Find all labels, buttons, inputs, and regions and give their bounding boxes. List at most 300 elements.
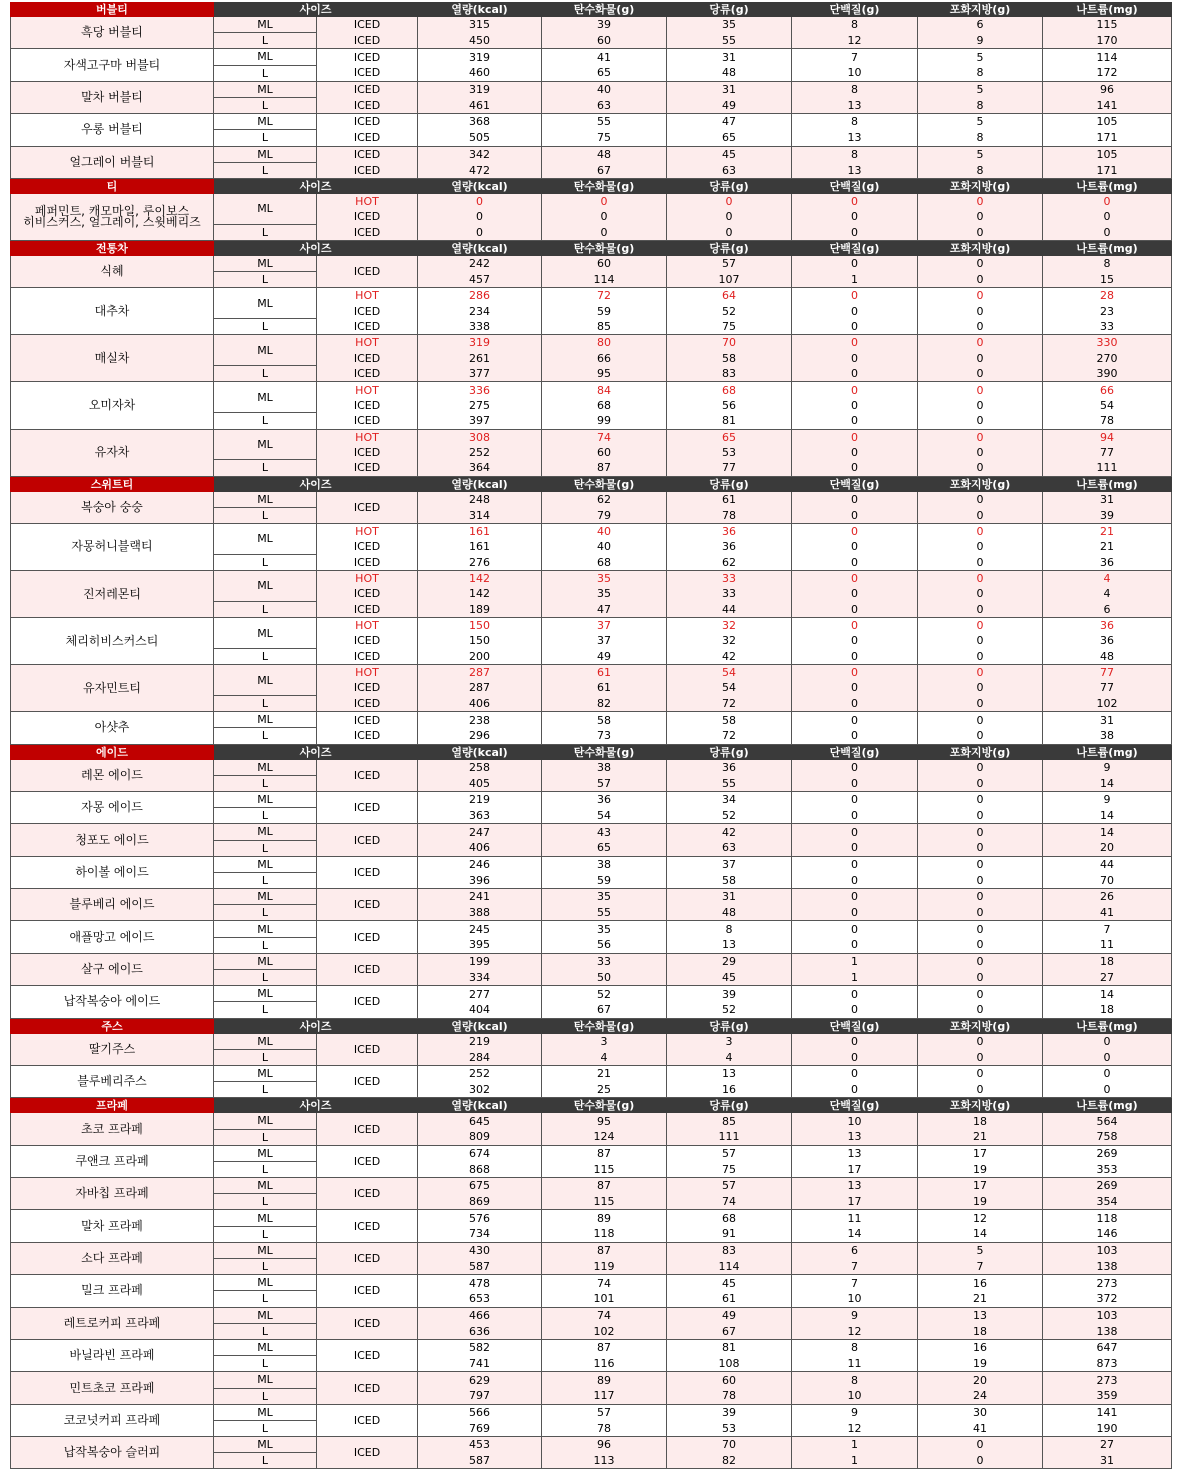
temp-cell: ICED [317,760,418,792]
table-row [11,1404,1172,1420]
temp-cell: ICED [317,680,418,695]
size-cell: L [214,319,317,335]
size-cell: L [214,808,317,824]
carbs-cell: 66 [542,351,667,366]
sat-fat-cell: 0 [918,633,1043,648]
temp-cell: ICED [317,1210,418,1242]
sugar-cell: 108 [667,1356,792,1372]
sat-fat-cell: 8 [918,130,1043,146]
calories-cell: 161 [418,539,542,554]
sat-fat-cell: 0 [918,1034,1043,1050]
sodium-cell: 0 [1043,1049,1172,1065]
calories-cell: 219 [418,1034,542,1050]
protein-cell: 0 [792,351,918,366]
sugar-cell: 45 [667,970,792,986]
carbs-cell: 84 [542,382,667,398]
calories-cell: 286 [418,288,542,304]
carbs-cell: 33 [542,953,667,969]
protein-cell: 0 [792,413,918,429]
size-cell: ML [214,1065,317,1081]
temp-cell: ICED [317,554,418,570]
calories-cell: 0 [418,224,542,240]
protein-cell: 17 [792,1161,918,1177]
sat-fat-cell: 0 [918,856,1043,872]
table-row [11,618,1172,634]
size-cell: L [214,33,317,49]
header-sugar: 당류(g) [667,178,792,194]
sugar-cell: 57 [667,256,792,272]
carbs-cell: 87 [542,460,667,476]
carbs-cell: 74 [542,1307,667,1323]
sat-fat-cell: 0 [918,728,1043,744]
sat-fat-cell: 7 [918,1259,1043,1275]
section-title: 버블티 [11,2,214,17]
carbs-cell: 74 [542,429,667,445]
sugar-cell: 0 [667,224,792,240]
calories-cell: 338 [418,319,542,335]
calories-cell: 405 [418,775,542,791]
calories-cell: 466 [418,1307,542,1323]
sodium-cell: 78 [1043,413,1172,429]
calories-cell: 284 [418,1049,542,1065]
protein-cell: 8 [792,114,918,130]
calories-cell: 287 [418,665,542,681]
sodium-cell: 353 [1043,1161,1172,1177]
table-row [11,1242,1172,1258]
calories-cell: 636 [418,1323,542,1339]
temp-cell: ICED [317,49,418,65]
item-name: 체리히비스커스티 [11,618,214,665]
calories-cell: 868 [418,1161,542,1177]
calories-cell: 653 [418,1291,542,1307]
size-cell: ML [214,1210,317,1226]
carbs-cell: 40 [542,523,667,539]
sodium-cell: 0 [1043,209,1172,224]
protein-cell: 17 [792,1194,918,1210]
header-carbs: 탄수화물(g) [542,178,667,194]
carbs-cell: 96 [542,1437,667,1453]
protein-cell: 13 [792,1129,918,1145]
size-cell: L [214,130,317,146]
section-title: 스위트티 [11,476,214,492]
sugar-cell: 83 [667,366,792,382]
table-row [11,791,1172,807]
sodium-cell: 39 [1043,507,1172,523]
item-name: 밀크 프라페 [11,1275,214,1307]
sat-fat-cell: 0 [918,986,1043,1002]
sodium-cell: 7 [1043,921,1172,937]
header-sat-fat: 포화지방(g) [918,240,1043,256]
protein-cell: 8 [792,81,918,97]
header-calories: 열량(kcal) [418,1018,542,1034]
size-cell: L [214,224,317,240]
sugar-cell: 48 [667,905,792,921]
size-cell: ML [214,1372,317,1388]
sugar-cell: 31 [667,49,792,65]
calories-cell: 453 [418,1437,542,1453]
protein-cell: 12 [792,1420,918,1436]
calories-cell: 396 [418,872,542,888]
table-row [11,953,1172,969]
table-row [11,1437,1172,1453]
carbs-cell: 57 [542,775,667,791]
sat-fat-cell: 16 [918,1275,1043,1291]
sat-fat-cell: 9 [918,33,1043,49]
sat-fat-cell: 12 [918,1210,1043,1226]
sugar-cell: 44 [667,601,792,617]
calories-cell: 334 [418,970,542,986]
header-sat-fat: 포화지방(g) [918,744,1043,760]
sodium-cell: 94 [1043,429,1172,445]
header-protein: 단백질(g) [792,240,918,256]
calories-cell: 336 [418,382,542,398]
header-carbs: 탄수화물(g) [542,240,667,256]
item-name: 우롱 버블티 [11,114,214,146]
calories-cell: 406 [418,696,542,712]
protein-cell: 0 [792,1082,918,1098]
table-row [11,824,1172,840]
header-protein: 단백질(g) [792,178,918,194]
calories-cell: 809 [418,1129,542,1145]
sat-fat-cell: 41 [918,1420,1043,1436]
carbs-cell: 47 [542,601,667,617]
protein-cell: 0 [792,319,918,335]
protein-cell: 8 [792,17,918,33]
temp-cell: ICED [317,492,418,524]
size-cell: ML [214,256,317,272]
carbs-cell: 0 [542,209,667,224]
sat-fat-cell: 0 [918,366,1043,382]
sugar-cell: 29 [667,953,792,969]
protein-cell: 0 [792,554,918,570]
header-calories: 열량(kcal) [418,240,542,256]
sat-fat-cell: 20 [918,1372,1043,1388]
sugar-cell: 57 [667,1178,792,1194]
header-carbs: 탄수화물(g) [542,2,667,17]
size-cell: L [214,413,317,429]
item-name: 코코넛커피 프라페 [11,1404,214,1436]
sat-fat-cell: 0 [918,953,1043,969]
calories-cell: 404 [418,1002,542,1018]
sodium-cell: 38 [1043,728,1172,744]
carbs-cell: 118 [542,1226,667,1242]
section-header-row [11,476,1172,492]
calories-cell: 319 [418,49,542,65]
sodium-cell: 115 [1043,17,1172,33]
sat-fat-cell: 0 [918,586,1043,601]
carbs-cell: 87 [542,1145,667,1161]
header-size: 사이즈 [214,476,418,492]
temp-cell: ICED [317,460,418,476]
item-name: 살구 에이드 [11,953,214,985]
sat-fat-cell: 0 [918,209,1043,224]
item-name: 애플망고 에이드 [11,921,214,953]
size-cell: ML [214,382,317,413]
size-cell: L [214,1259,317,1275]
header-sugar: 당류(g) [667,744,792,760]
sugar-cell: 60 [667,1372,792,1388]
sat-fat-cell: 0 [918,1082,1043,1098]
carbs-cell: 72 [542,288,667,304]
calories-cell: 576 [418,1210,542,1226]
header-protein: 단백질(g) [792,744,918,760]
temp-cell: ICED [317,921,418,953]
header-sat-fat: 포화지방(g) [918,476,1043,492]
carbs-cell: 116 [542,1356,667,1372]
sugar-cell: 68 [667,382,792,398]
section-header-row [11,178,1172,194]
table-row [11,1065,1172,1081]
temp-cell: ICED [317,856,418,888]
table-row [11,523,1172,539]
size-cell: ML [214,17,317,33]
calories-cell: 478 [418,1275,542,1291]
calories-cell: 302 [418,1082,542,1098]
header-size: 사이즈 [214,1098,418,1114]
size-cell: ML [214,618,317,649]
size-cell: L [214,1388,317,1404]
sat-fat-cell: 0 [918,507,1043,523]
size-cell: L [214,1420,317,1436]
calories-cell: 582 [418,1339,542,1355]
sat-fat-cell: 0 [918,680,1043,695]
sugar-cell: 68 [667,1210,792,1226]
sat-fat-cell: 19 [918,1161,1043,1177]
header-protein: 단백질(g) [792,1098,918,1114]
protein-cell: 0 [792,460,918,476]
sat-fat-cell: 0 [918,398,1043,413]
sodium-cell: 170 [1043,33,1172,49]
sat-fat-cell: 18 [918,1323,1043,1339]
carbs-cell: 54 [542,808,667,824]
sat-fat-cell: 0 [918,460,1043,476]
table-row [11,1339,1172,1355]
header-carbs: 탄수화물(g) [542,476,667,492]
sodium-cell: 4 [1043,571,1172,587]
sat-fat-cell: 5 [918,1242,1043,1258]
carbs-cell: 101 [542,1291,667,1307]
sat-fat-cell: 8 [918,162,1043,178]
size-cell: ML [214,1275,317,1291]
calories-cell: 314 [418,507,542,523]
sugar-cell: 8 [667,921,792,937]
calories-cell: 261 [418,351,542,366]
item-name: 유자차 [11,429,214,476]
sodium-cell: 171 [1043,130,1172,146]
sat-fat-cell: 5 [918,146,1043,162]
sugar-cell: 53 [667,1420,792,1436]
header-sodium: 나트륨(mg) [1043,744,1172,760]
protein-cell: 1 [792,1437,918,1453]
temp-cell: HOT [317,618,418,634]
calories-cell: 150 [418,633,542,648]
protein-cell: 1 [792,953,918,969]
sodium-cell: 54 [1043,398,1172,413]
carbs-cell: 37 [542,633,667,648]
temp-cell: ICED [317,1437,418,1469]
sugar-cell: 82 [667,1453,792,1469]
size-cell: L [214,1049,317,1065]
temp-cell: ICED [317,81,418,97]
sodium-cell: 23 [1043,304,1172,319]
temp-cell: HOT [317,335,418,351]
sat-fat-cell: 0 [918,601,1043,617]
sodium-cell: 44 [1043,856,1172,872]
protein-cell: 13 [792,162,918,178]
calories-cell: 296 [418,728,542,744]
protein-cell: 0 [792,633,918,648]
protein-cell: 0 [792,791,918,807]
temp-cell: ICED [317,162,418,178]
sodium-cell: 41 [1043,905,1172,921]
sugar-cell: 83 [667,1242,792,1258]
sodium-cell: 27 [1043,970,1172,986]
item-name: 얼그레이 버블티 [11,146,214,178]
header-sugar: 당류(g) [667,2,792,17]
protein-cell: 12 [792,1323,918,1339]
table-row [11,382,1172,398]
sat-fat-cell: 14 [918,1226,1043,1242]
carbs-cell: 65 [542,65,667,81]
item-name: 납작복숭아 에이드 [11,986,214,1018]
table-row [11,889,1172,905]
sat-fat-cell: 17 [918,1145,1043,1161]
table-row [11,81,1172,97]
header-calories: 열량(kcal) [418,1098,542,1114]
carbs-cell: 95 [542,366,667,382]
sugar-cell: 111 [667,1129,792,1145]
size-cell: L [214,1356,317,1372]
temp-cell: HOT [317,523,418,539]
size-cell: ML [214,712,317,728]
carbs-cell: 0 [542,194,667,209]
size-cell: ML [214,429,317,460]
sat-fat-cell: 0 [918,554,1043,570]
protein-cell: 13 [792,130,918,146]
sodium-cell: 0 [1043,224,1172,240]
temp-cell: ICED [317,209,418,224]
calories-cell: 457 [418,272,542,288]
size-cell: L [214,648,317,664]
carbs-cell: 21 [542,1065,667,1081]
table-row [11,986,1172,1002]
item-name: 바닐라빈 프라페 [11,1339,214,1371]
calories-cell: 645 [418,1113,542,1129]
sugar-cell: 65 [667,429,792,445]
carbs-cell: 65 [542,840,667,856]
sat-fat-cell: 5 [918,114,1043,130]
size-cell: ML [214,1178,317,1194]
calories-cell: 248 [418,492,542,508]
protein-cell: 0 [792,335,918,351]
size-cell: ML [214,856,317,872]
calories-cell: 245 [418,921,542,937]
sat-fat-cell: 17 [918,1178,1043,1194]
protein-cell: 7 [792,1275,918,1291]
temp-cell: HOT [317,571,418,587]
temp-cell: ICED [317,712,418,728]
size-cell: ML [214,335,317,366]
sat-fat-cell: 0 [918,696,1043,712]
sodium-cell: 21 [1043,539,1172,554]
item-name: 쿠앤크 프라페 [11,1145,214,1177]
size-cell: L [214,554,317,570]
sugar-cell: 65 [667,130,792,146]
carbs-cell: 115 [542,1194,667,1210]
protein-cell: 6 [792,1242,918,1258]
sugar-cell: 72 [667,696,792,712]
header-size: 사이즈 [214,1018,418,1034]
table-row [11,146,1172,162]
table-row [11,492,1172,508]
sugar-cell: 62 [667,554,792,570]
protein-cell: 0 [792,665,918,681]
size-cell: L [214,162,317,178]
table-row [11,921,1172,937]
protein-cell: 0 [792,618,918,634]
sat-fat-cell: 0 [918,824,1043,840]
temp-cell: ICED [317,366,418,382]
protein-cell: 0 [792,760,918,776]
size-cell: L [214,1161,317,1177]
calories-cell: 319 [418,81,542,97]
carbs-cell: 48 [542,146,667,162]
calories-cell: 200 [418,648,542,664]
size-cell: L [214,970,317,986]
calories-cell: 741 [418,1356,542,1372]
size-cell: ML [214,1404,317,1420]
sat-fat-cell: 0 [918,905,1043,921]
sodium-cell: 21 [1043,523,1172,539]
temp-cell: ICED [317,319,418,335]
sodium-cell: 273 [1043,1372,1172,1388]
table-row [11,17,1172,33]
sat-fat-cell: 0 [918,1002,1043,1018]
size-cell: L [214,840,317,856]
carbs-cell: 60 [542,256,667,272]
sodium-cell: 138 [1043,1259,1172,1275]
header-sugar: 당류(g) [667,476,792,492]
size-cell: ML [214,1437,317,1453]
sodium-cell: 77 [1043,445,1172,460]
sat-fat-cell: 8 [918,97,1043,113]
sugar-cell: 54 [667,680,792,695]
section-title: 주스 [11,1018,214,1034]
temp-cell: ICED [317,824,418,856]
table-row [11,1034,1172,1050]
size-cell: L [214,1323,317,1339]
temp-cell: ICED [317,1065,418,1097]
sodium-cell: 270 [1043,351,1172,366]
section-title: 전통차 [11,240,214,256]
sugar-cell: 61 [667,492,792,508]
sat-fat-cell: 0 [918,1049,1043,1065]
size-cell: L [214,728,317,744]
carbs-cell: 0 [542,224,667,240]
carbs-cell: 124 [542,1129,667,1145]
header-sat-fat: 포화지방(g) [918,1098,1043,1114]
sodium-cell: 190 [1043,1420,1172,1436]
sodium-cell: 873 [1043,1356,1172,1372]
header-sugar: 당류(g) [667,1018,792,1034]
temp-cell: ICED [317,586,418,601]
calories-cell: 275 [418,398,542,413]
sugar-cell: 34 [667,791,792,807]
temp-cell: ICED [317,1339,418,1371]
temp-cell: ICED [317,986,418,1018]
header-size: 사이즈 [214,2,418,17]
size-cell: L [214,937,317,953]
